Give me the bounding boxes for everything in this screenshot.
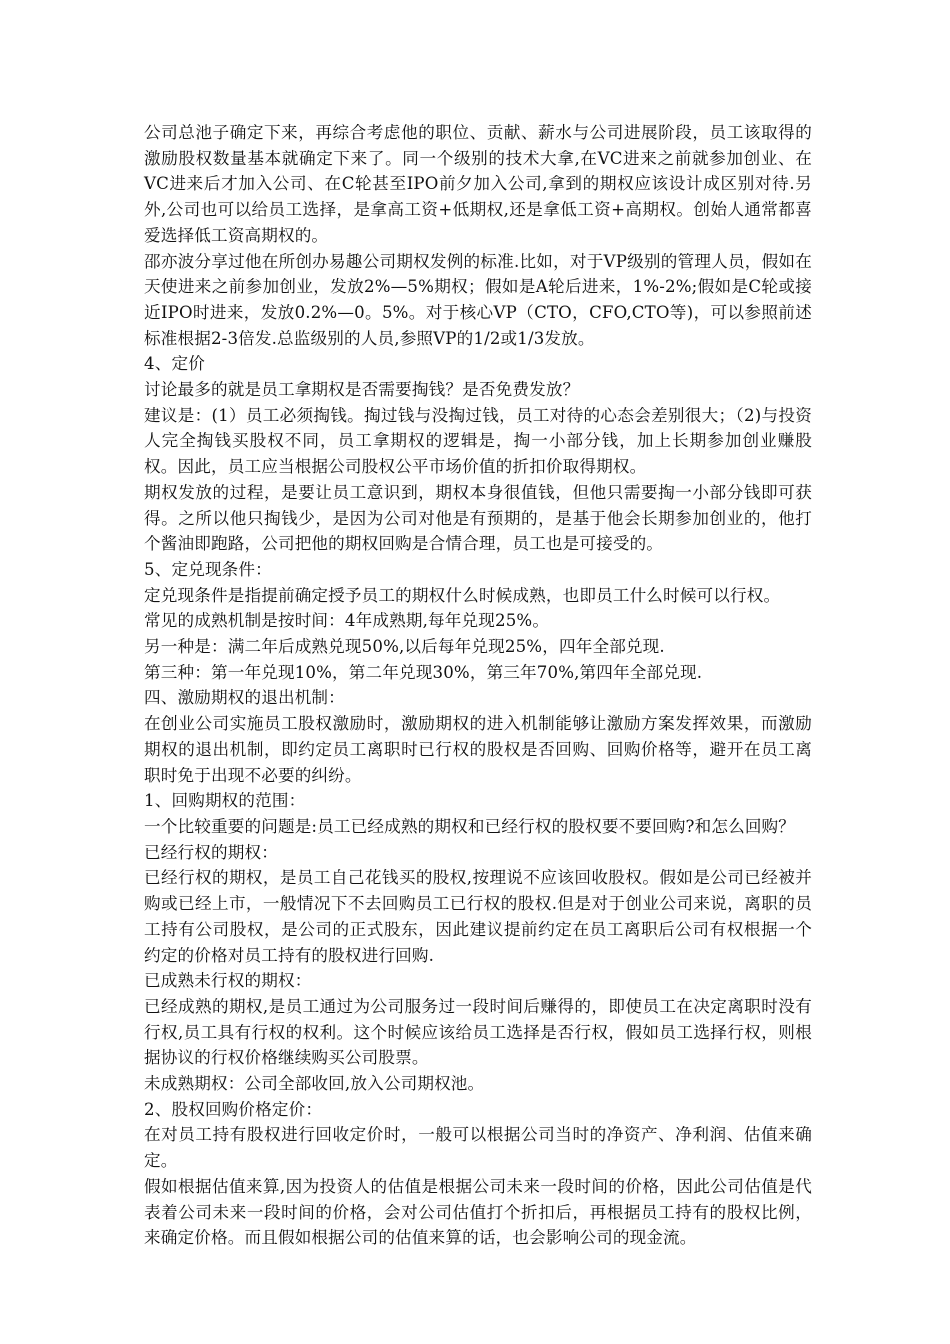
- heading-pricing: 4、定价: [144, 354, 205, 374]
- paragraph-exercised-options: 已经行权的期权，是员工自己花钱买的股权,按理说不应该回收股权。假如是公司已经被并购或已经上市，一般情况下不去回购员工已行权的股权.但是对于创业公司来说，离职的员工持有公司股权，是公司的正式股东，因此建议提前约定在员工离职后公司有权根据一个约定的价格对员工持有的股权进行回购.: [144, 868, 812, 965]
- heading-buyback-scope: 1、回购期权的范围：: [144, 791, 306, 811]
- paragraph-pricing-process: 期权发放的过程，是要让员工意识到，期权本身很值钱，但他只需要掏一小部分钱即可获得。之所以他只掏钱少，是因为公司对他是有预期的，是基于他会长期参加创业的，他打个酱油即跑路，公司把他的期权回购是合情合理，员工也是可接受的。: [144, 482, 812, 554]
- heading-buyback-pricing: 2、股权回购价格定价：: [144, 1099, 323, 1119]
- paragraph-buyback-question: 一个比较重要的问题是:员工已经成熟的期权和已经行权的股权要不要回购?和怎么回购？: [144, 816, 796, 836]
- paragraph-vesting-third: 第三种：第一年兑现10%，第二年兑现30%，第三年70%,第四年全部兑现.: [144, 662, 703, 682]
- paragraph-pricing-advice: 建议是：(1）员工必须掏钱。掏过钱与没掏过钱，员工对待的心态会差别很大；（2)与投资人完全掏钱买股权不同，员工拿期权的逻辑是，掏一小部分钱，加上长期参加创业赚股权。因此，员工应当根据公司股权公平市场价值的折扣价取得期权。: [144, 405, 812, 477]
- paragraph-vesting-definition: 定兑现条件是指提前确定授予员工的期权什么时候成熟，也即员工什么时候可以行权。: [144, 585, 781, 605]
- paragraph-vested-unexercised: 已经成熟的期权,是员工通过为公司服务过一段时间后赚得的，即使员工在决定离职时没有行权,员工具有行权的权利。这个时候应该给员工选择是否行权，假如员工选择行权，则根据协议的行权价格继续购买公司股票。: [144, 996, 812, 1068]
- subheading-vested-unexercised: 已成熟未行权的期权：: [144, 971, 312, 991]
- paragraph-pricing-question: 讨论最多的就是员工拿期权是否需要掏钱？是否免费发放？: [144, 380, 580, 400]
- paragraph-shao-yibo-example: 邵亦波分享过他在所创办易趣公司期权发例的标准.比如，对于VP级别的管理人员，假如在天使进来之前参加创业，发放2%—5%期权；假如是A轮后进来，1%-2%;假如是C轮或接近IPO时进来，发放0.2%—0。5%。对于核心VP（CTO，CFO,CTO等)，可以参照前述标准根据2-3倍发.总监级别的人员,参照VP的1/2或1/3发放。: [144, 251, 812, 348]
- paragraph-buyback-valuation: 假如根据估值来算,因为投资人的估值是根据公司未来一段时间的价格，因此公司估值是代表着公司未来一段时间的价格，会对公司估值打个折扣后，再根据员工持有的股权比例，来确定价格。而且假如根据公司的估值来算的话，也会影响公司的现金流。: [144, 1176, 812, 1248]
- subheading-exercised-options: 已经行权的期权：: [144, 842, 278, 862]
- paragraph-vesting-common: 常见的成熟机制是按时间：4年成熟期,每年兑现25%。: [144, 611, 550, 631]
- heading-vesting-conditions: 5、定兑现条件：: [144, 559, 272, 579]
- paragraph-buyback-basis: 在对员工持有股权进行回收定价时，一般可以根据公司当时的净资产、净利润、估值来确定。: [144, 1125, 812, 1171]
- document-page: [144, 120, 812, 1251]
- paragraph-unvested-options: 未成熟期权：公司全部收回,放入公司期权池。: [144, 1074, 485, 1094]
- heading-exit-mechanism: 四、激励期权的退出机制：: [144, 688, 345, 708]
- paragraph-total-pool: 公司总池子确定下来，再综合考虑他的职位、贡献、薪水与公司进展阶段，员工该取得的激励股权数量基本就确定下来了。同一个级别的技术大拿,在VC进来之前就参加创业、在VC进来后才加入公司、在C轮甚至IPO前夕加入公司,拿到的期权应该设计成区别对待.另外,公司也可以给员工选择，是拿高工资+低期权,还是拿低工资+高期权。创始人通常都喜爱选择低工资高期权的。: [144, 123, 812, 245]
- paragraph-exit-intro: 在创业公司实施员工股权激励时，激励期权的进入机制能够让激励方案发挥效果，而激励期权的退出机制，即约定员工离职时已行权的股权是否回购、回购价格等，避开在员工离职时免于出现不必要的纠纷。: [144, 714, 812, 785]
- paragraph-vesting-second: 另一种是：满二年后成熟兑现50%,以后每年兑现25%，四年全部兑现.: [144, 637, 665, 657]
